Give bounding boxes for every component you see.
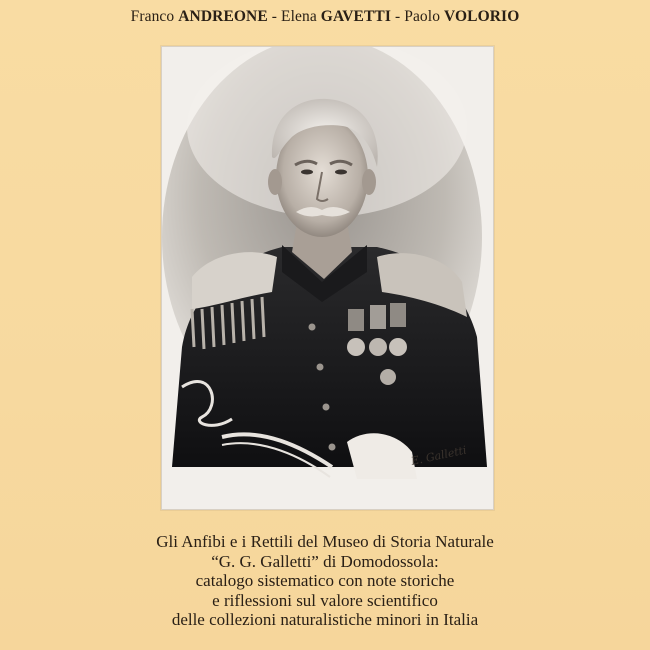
title-line-1: Gli Anfibi e i Rettili del Museo di Storia Naturale [156,532,494,551]
portrait-photo [161,46,494,510]
title-line-5: delle collezioni naturalistiche minori in Italia [171,610,479,629]
author-2-last: GAVETTI [320,8,391,25]
author-1-last: ANDREONE [178,8,268,25]
book-title [0,532,650,630]
author-3 [404,8,519,25]
author-2-first: Elena [281,8,317,25]
author-2 [281,8,395,25]
portrait-image [162,47,493,509]
title-line-4: e riflessioni sul valore scientifico [212,590,438,610]
author-1-first: Franco [130,8,175,25]
authors-line [0,8,650,26]
author-separator: - [394,8,405,25]
author-3-first: Paolo [404,8,441,25]
author-1 [131,8,272,25]
author-separator: - [271,8,282,25]
author-3-last: VOLORIO [444,8,520,25]
title-line-2: “G. G. Galletti” di Domodossola: [211,551,439,571]
photo-signature: E. Galletti [409,443,468,468]
title-line-3: catalogo sistematico con note storiche [195,571,455,590]
